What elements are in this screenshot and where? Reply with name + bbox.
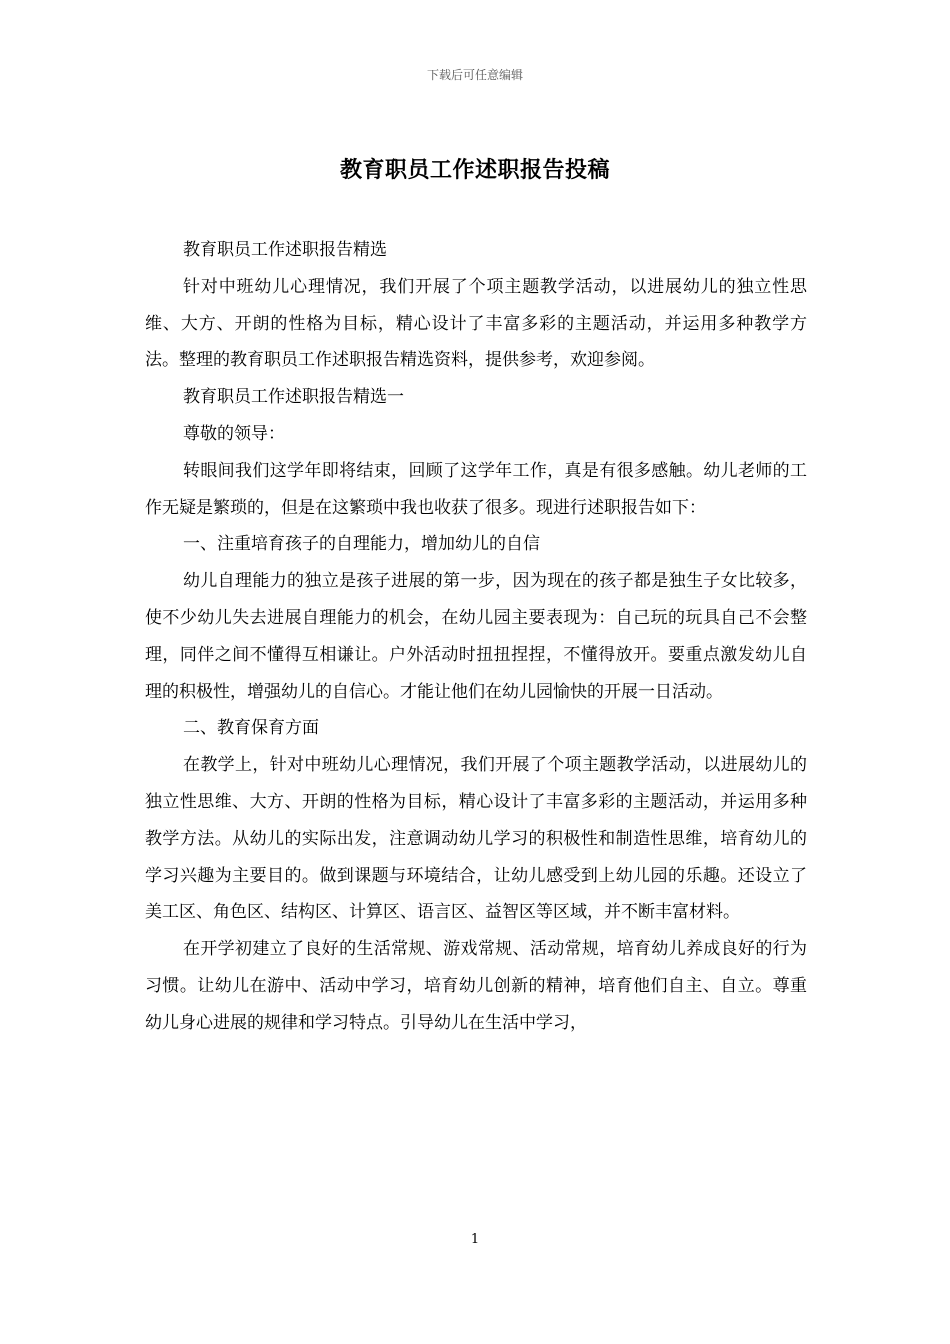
paragraph-intro: 针对中班幼儿心理情况，我们开展了个项主题教学活动，以进展幼儿的独立性思维、大方、开朗的性格为目标，精心设计了丰富多彩的主题活动，并运用多种教学方法。整理的教育职员工作述职报告精选资料，提供参考，欢迎参阅。 bbox=[145, 276, 807, 371]
paragraph-opening: 转眼间我们这学年即将结束，回顾了这学年工作，真是有很多感触。幼儿老师的工作无疑是繁琐的，但是在这繁琐中我也收获了很多。现进行述职报告如下： bbox=[145, 460, 807, 518]
paragraph-subtitle: 教育职员工作述职报告精选 bbox=[183, 240, 387, 260]
paragraph-teaching: 在教学上，针对中班幼儿心理情况，我们开展了个项主题教学活动，以进展幼儿的独立性思维、大方、开朗的性格为目标，精心设计了丰富多彩的主题活动，并运用多种教学方法。从幼儿的实际出发，注意调动幼儿学习的积极性和制造性思维，培育幼儿的学习兴趣为主要目的。做到课题与环境结合，让幼儿感受到上幼儿园的乐趣。还设立了美工区、角色区、结构区、计算区、语言区、益智区等区域，并不断丰富材料。 bbox=[145, 755, 807, 923]
paragraph-salutation: 尊敬的领导： bbox=[183, 423, 285, 444]
document-body bbox=[145, 232, 807, 1042]
page-number: 1 bbox=[470, 1232, 480, 1247]
paragraph-heading-two: 二、教育保育方面 bbox=[183, 718, 319, 739]
header-note: 下载后可任意编辑 bbox=[426, 68, 523, 82]
paragraph-routines: 在开学初建立了良好的生活常规、游戏常规、活动常规，培育幼儿养成良好的行为习惯。让幼儿在游中、活动中学习，培育幼儿创新的精神，培育他们自主、自立。尊重幼儿身心进展的规律和学习特点。引导幼儿在生活中学习， bbox=[145, 939, 807, 1033]
paragraph-self-care: 幼儿自理能力的独立是孩子进展的第一步，因为现在的孩子都是独生子女比较多，使不少幼儿失去进展自理能力的机会，在幼儿园主要表现为：自己玩的玩具自己不会整理，同伴之间不懂得互相谦让。户外活动时扭扭捏捏，不懂得放开。要重点激发幼儿自理的积极性，增强幼儿的自信心。才能让他们在幼儿园愉快的开展一日活动。 bbox=[145, 571, 807, 702]
paragraph-section-heading: 教育职员工作述职报告精选一 bbox=[183, 387, 404, 408]
paragraph-heading-one: 一、注重培育孩子的自理能力，增加幼儿的自信 bbox=[183, 534, 540, 555]
document-title: 教育职员工作述职报告投稿 bbox=[339, 158, 610, 183]
